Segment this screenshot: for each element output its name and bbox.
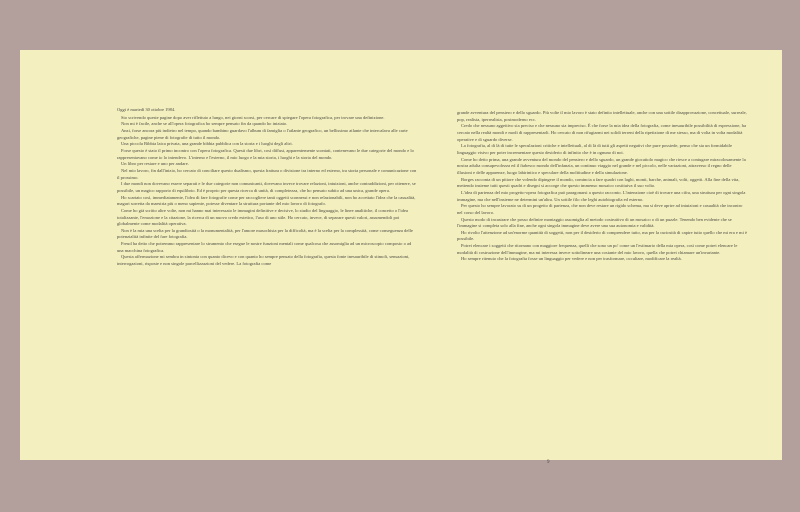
date-line: Oggi è martedì 30 ottobre 1984. — [117, 107, 176, 112]
paragraph: Potrei elencare i soggetti che ritornano con maggiore frequenza, quelli che sono un po' come un l'estimario della mia opera, così come potrei elencare le modalità di costruzione dell'immagine, ma mi interessa invece sottolineare una costante del mio lavoro, quella che potrei chiamare un'invariante. — [457, 243, 738, 255]
paragraph: Una piccola Bibbia laica privata, una grande bibbia pubblica con la storia e i luoghi degli altri. — [121, 141, 293, 147]
paragraph: Borges racconta di un pittore che volendo dipingere il mondo, comincia a fare quadri con laghi, monti, barche, animali, volti, oggetti. Alla fine della vita, mettendo insieme tutti questi quadri e disegni si accorge che questo immenso mosaico costituiva il suo volto. — [457, 176, 740, 189]
paragraph: Per questo ho sempre lavorato su di un progetto di partenza, che non deve restare un rigido schema, ma si deve aprire ad intuizioni e casualità che incontro nel corso del lavoro. — [457, 203, 743, 215]
paragraph: Non è la mia una scelta per la grandiosità o la monumentalità, per l'amore masochista per la difficoltà, ma è la scelta per la complessità, come conseguenza delle potenzialità infinite del fare fotografia. — [117, 227, 413, 240]
paragraph: Sto scrivendo queste pagine dopo aver riflettuto a lungo, nei giorni scorsi, per cercare di spiegare l'opera fotografica, per trovare una definizione. — [121, 114, 385, 120]
paragraph: La fotografia, al di là di tutte le speculazioni critiche e intellettuali, al di là di tutti gli aspetti negativi che pure possiede, penso che sia un formidabile linguaggio visivo per poter incrementare questo desiderio di infinito che è in ognuno di noi. — [457, 143, 732, 155]
paragraph: Forse questo è stato il primo incontro con l'opera fotografica. Questi due libri, così diffusi, apparentemente scontati, contenevano le due categorie del mondo e lo rappresentavano come io lo intendevo. L'interno e l'esterno, il mio luogo e la mia storia, i luoghi e la storia del mondo. — [117, 147, 414, 160]
paragraph: Ho scartato così, immediatamente, l'idea di fare fotografie come per raccogliere tanti oggetti sconnessi e non relazionabili, non ho accettato l'idea che la casualità, magari sorretta da maestria più o meno sapiente, potesse diventare la struttura portante del mio lavoro di fotografo. — [117, 194, 416, 207]
paragraph: Questa affermazione mi sembra in sintonia con quanto dicevo e con quanto ho sempre pensato della fotografia, questa fonte inesauribile di stimoli, sensazioni, interrogazioni, risposte e non singole parcellizzazioni del vedere. La fotografia come — [117, 254, 410, 267]
right-page — [457, 110, 747, 263]
paragraph: Come ho detto prima, una grande avventura del mondo del pensiero e dello sguardo, un grande giocattolo magico che riesce a coniugare miracolosamente la nostra adulta consapevolezza ed il fiabesco mondo dell'infanzia, un continuo viaggio nel grande e nel piccolo, nelle variazioni, attraverso il regno delle illusioni e delle apparenze, luogo labirintico e speculare della moltitudine e della simulazione. — [457, 156, 746, 175]
paragraph: Come ho già scritto altre volte, non mi hanno mai interessato le immagini definitive e decisive, lo studio del linguaggio, le linee analitiche, il concetto o l'idea totalizzante, l'emozione e la citazione, la ricerca di un nuovo credo estetico, l'uso di uno stile. Ho cercato, invece, di separare questi valori, assumendoli poi globalmente come modalità operativa. — [117, 207, 408, 227]
paragraph: I due mondi non dovevano essere separati e le due categorie non comunicanti, dovevano invece trovare relazioni, intuizioni, anche contraddizioni, per ottenere, se possibile, un magico rapporto di equilibrio. Ed è proprio per questa ricerca di unità, di completezza, che ho pensato subito ad una unica, grande opera. — [117, 181, 416, 193]
paragraph: Anzi, forse ancora più indietro nel tempo, quando bambino guardavo l'album di famiglia o l'atlante geografico, un bellissimo atlante che intercalava alle carte geografiche, pagine piene di fotografie di tutto il mondo. — [117, 127, 408, 140]
paragraph: Un libro per restare e uno per andare. — [121, 161, 189, 167]
paragraph: L'idea di partenza del mio progetto-opera fotografica può paragonarsi a questo racconto. L'intenzione cioè di trovare una cifra, una struttura per ogni singola immagine, ma che nell'insieme ne determini un'altra. Un sottile filo che leghi autobiografia ed esterno. — [457, 189, 746, 202]
page-number: 9 — [547, 460, 550, 465]
paragraph: grande avventura del pensiero e dello sguardo. Più volte il mio lavoro è stato definito intellettuale, anche con una sottile disapprovazione, concettuale, surreale, pop, realista, iperrealista, postmoderno ecc. — [457, 110, 747, 122]
paragraph: Credo che nessuno aggettivo sia preciso e che nessuno sia impreciso. È che forse la mia idea della fotografia, come inesauribile possibilità di espressione, ha cercato nella realtà mondi e modi di rappresentarli. Ho cercato di non rifugiarmi nei solidi terreni della ripetizione di me stesso, ma di volta in volta modalità operative e di sguardo diverse. — [457, 123, 746, 142]
book-spread — [20, 50, 782, 465]
left-page — [117, 107, 417, 268]
paragraph: Nel mio lavoro, fin dall'inizio, ho cercato di conciliare questo dualismo, questa frattura o divisione tra interno ed esterno, tra storia personale e comunicazione con il prossimo. — [117, 167, 417, 180]
paragraph: Ho sempre ritenuto che la fotografia fosse un linguaggio per vedere e non per trasformare, occultare, modificare la realtà. — [461, 256, 682, 262]
paragraph: Freud ha detto che potremmo rappresentare lo strumento che esegue le nostre funzioni mentali come qualcosa che assomiglia ad un microscopio composto o ad una macchina fotografica. — [117, 241, 412, 253]
paragraph: Questo modo di incastrare che posso definire montaggio assomiglia al metodo costruttivo di un mosaico o di un puzzle. Tenendo ben evidente che se l'immagine si completa solo alla fine, anche ogni singola immagine deve avere una sua autonomia e validità. — [457, 216, 732, 229]
paragraph: Non mi è facile, anche se all'opera fotografica ho sempre pensato fin da quando ho iniziato. — [121, 121, 288, 127]
paragraph: Ho rivolto l'attenzione ad un'enorme quantità di soggetti, non per il desiderio di comprendere tutto, ma per la curiosità di capire tutto quello che mi era e mi è possibile. — [457, 229, 747, 242]
